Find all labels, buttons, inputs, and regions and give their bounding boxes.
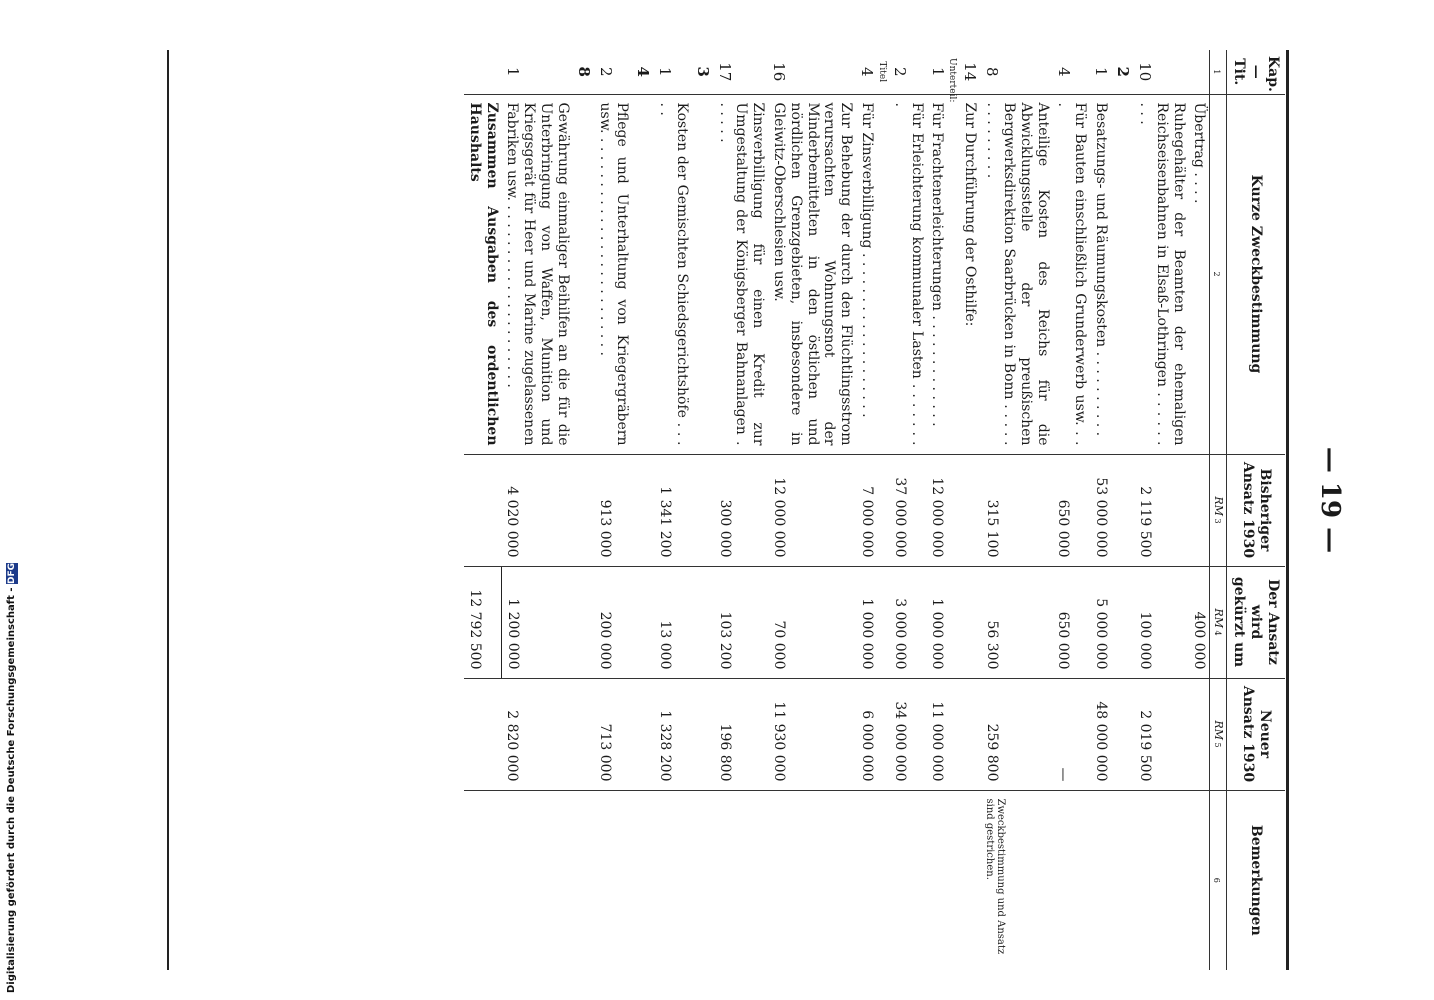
carry-over-row (1189, 50, 1210, 970)
previous-amount-cell: 37 000 000 (889, 454, 927, 566)
previous-amount-cell: 315 100 (981, 454, 1052, 566)
previous-amount-cell: 913 000 (595, 454, 633, 566)
table-row (654, 50, 692, 970)
cut-amount-cell: 70 000 (768, 566, 856, 678)
new-amount-cell: 11 000 000 (927, 678, 960, 790)
remark-cell (1090, 790, 1112, 970)
description-cell: Zinsverbilligung für einen Kredit zur Umgestaltung der Königsberger Bahnanlagen . . . . . . (714, 94, 768, 454)
new-amount-cell: 713 000 (595, 678, 633, 790)
cut-amount-cell: 200 000 (595, 566, 633, 678)
table-row (981, 50, 1052, 970)
previous-amount-cell (632, 454, 654, 566)
description-cell: Für Zinsverbilligung . . . . . . . . . . . . . . . . . . . (856, 94, 889, 454)
cut-amount-cell: 56 300 (981, 566, 1052, 678)
kap-cell (573, 50, 595, 94)
previous-amount-cell (692, 454, 714, 566)
kap-number: 4 (858, 66, 877, 77)
table-row (714, 50, 768, 970)
kap-number: 10 (1136, 62, 1155, 82)
col-number: 2 (1210, 94, 1226, 454)
carry-over-label: Übertrag . . . . (1189, 94, 1210, 454)
column-number-row (1210, 50, 1226, 970)
remark-cell (692, 790, 714, 970)
previous-amount-cell: 4 020 000 (502, 454, 573, 566)
description-cell: Besatzungs- und Räumungskosten . . . . . . . . . . (1090, 94, 1112, 454)
kap-cell (632, 50, 654, 94)
kap-number: 14 (961, 62, 980, 82)
kap-cell (1189, 50, 1210, 94)
kap-number: 1 (928, 66, 947, 77)
col-number (1210, 566, 1226, 678)
kap-number: 4 (1054, 66, 1073, 77)
kap-number: 1 (1092, 66, 1111, 77)
new-amount-cell (464, 678, 502, 790)
top-rule (1286, 50, 1289, 970)
table-row (856, 50, 889, 970)
new-amount-cell (692, 678, 714, 790)
kap-cell (1053, 50, 1091, 94)
remark-cell (1112, 790, 1134, 970)
new-amount-cell: 34 000 000 (889, 678, 927, 790)
table-row (927, 50, 960, 970)
remark-cell (1189, 790, 1210, 970)
kap-cell (959, 50, 981, 94)
previous-amount-cell (464, 454, 502, 566)
kap-cell (714, 50, 768, 94)
description-cell (692, 94, 714, 454)
description-cell: Pflege und Unterhaltung von Kriegergräbern usw. . . . . . . . . . . . . . . . . . . . . . . . . . (595, 94, 633, 454)
previous-amount-cell: 53 000 000 (1090, 454, 1112, 566)
bottom-rule (167, 50, 169, 970)
col-number-value: 4 (1212, 630, 1222, 636)
col-number (1210, 678, 1226, 790)
new-amount-cell (573, 678, 595, 790)
col-number (1210, 454, 1226, 566)
new-amount-cell: 1 328 200 (654, 678, 692, 790)
cut-amount-cell: 3 000 000 (889, 566, 927, 678)
new-amount-cell (632, 678, 654, 790)
kap-number: 8 (983, 66, 1002, 77)
budget-table (464, 50, 1285, 970)
col-number-value: 3 (1212, 518, 1222, 524)
remark-cell (573, 790, 595, 970)
remark-cell (595, 790, 633, 970)
new-amount-cell: — (1053, 678, 1091, 790)
kap-cell (692, 50, 714, 94)
cut-amount-cell: 650 000 (1053, 566, 1091, 678)
subsection-label: Unterteil: (947, 58, 958, 103)
kap-number: 17 (715, 62, 734, 82)
kap-cell (981, 50, 1052, 94)
kap-cell (856, 50, 889, 94)
kap-number: 4 (634, 66, 653, 77)
funding-sidenote (6, 562, 20, 993)
cut-amount-cell (1112, 566, 1134, 678)
new-amount-cell: 259 800 (981, 678, 1052, 790)
tit-header-text: Tit. (1231, 58, 1248, 86)
remark-cell (768, 790, 856, 970)
remarks-header: Bemerkungen (1226, 790, 1285, 970)
col-number: 6 (1210, 790, 1226, 970)
previous-amount-cell (1112, 454, 1134, 566)
cut-amount-cell: 1 000 000 (927, 566, 960, 678)
table-row (889, 50, 927, 970)
prev-header: Bisheriger Ansatz 1930 (1226, 454, 1285, 566)
cut-amount-cell: 1 200 000 (502, 566, 573, 678)
previous-amount-cell: 12 000 000 (768, 454, 856, 566)
kap-cell (464, 50, 502, 94)
table-row (502, 50, 573, 970)
unit-label: RM (1211, 496, 1225, 516)
previous-amount-cell: 650 000 (1053, 454, 1091, 566)
kap-header: Kap. — Tit. (1226, 50, 1285, 94)
total-cut: 12 792 500 (464, 566, 502, 678)
kap-number: 8 (574, 66, 593, 77)
col-number: 1 (1210, 50, 1226, 94)
remark-cell (1053, 790, 1091, 970)
funding-text: Digitalisierung gefördert durch die Deutsche Forschungsgemeinschaft - (6, 587, 17, 993)
table-row (692, 50, 714, 970)
table-row (1112, 50, 1134, 970)
previous-amount-cell (959, 454, 981, 566)
dfg-logo: DFG (7, 562, 17, 584)
new-amount-cell: 196 800 (714, 678, 768, 790)
remark-cell (959, 790, 981, 970)
description-cell: Anteilige Kosten des Reichs für die Abwicklungsstelle der preußischen Bergwerksdirektion Saarbrücken in Bonn . . . . . . . . . . . . . . (981, 94, 1052, 454)
remark-cell (889, 790, 927, 970)
new-amount-cell (959, 678, 981, 790)
previous-amount-cell (573, 454, 595, 566)
subsection-label: Titel (877, 61, 888, 83)
new-amount-cell: 11 930 000 (768, 678, 856, 790)
remark-cell (1134, 790, 1188, 970)
remark-cell (927, 790, 960, 970)
kap-number: 16 (770, 62, 789, 82)
kap-cell (927, 50, 960, 103)
remark-cell (714, 790, 768, 970)
carry-over-cut: 400 000 (1189, 566, 1210, 678)
cut-header: Der Ansatz wird gekürzt um (1226, 566, 1285, 678)
new-amount-cell: 6 000 000 (856, 678, 889, 790)
table-row (632, 50, 654, 970)
kap-number: 3 (693, 66, 712, 77)
previous-amount-cell: 7 000 000 (856, 454, 889, 566)
kap-number: 2 (596, 66, 615, 77)
table-row (959, 50, 981, 970)
remark-cell (464, 790, 502, 970)
description-cell (573, 94, 595, 454)
table-row (1090, 50, 1112, 970)
table-row (768, 50, 856, 970)
purpose-header: Kurze Zweckbestimmung (1226, 94, 1285, 454)
kap-number: 1 (503, 66, 522, 77)
unit-label: RM (1211, 720, 1225, 740)
remark-cell: Zweckbestimmung und Ansatz sind gestrichen. (981, 790, 1052, 970)
description-cell: Ruhegehälter der Beamten der ehemaligen Reichseisenbahnen in Elsaß-Lothringen . . . . . . . . . (1134, 94, 1188, 454)
table-row (1134, 50, 1188, 970)
kap-number: 1 (656, 66, 675, 77)
remark-cell (502, 790, 573, 970)
description-cell: Für Frachtenerleichterungen . . . . . . . . . . . . . (927, 94, 960, 454)
cut-amount-cell (959, 566, 981, 678)
kap-cell (1134, 50, 1188, 94)
previous-amount-cell: 12 000 000 (927, 454, 960, 566)
table-row (595, 50, 633, 970)
rotated-document (85, 30, 1345, 970)
description-cell: Zur Durchführung der Osthilfe: (959, 94, 981, 454)
new-header: Neuer Ansatz 1930 (1226, 678, 1285, 790)
table-body (464, 50, 1210, 970)
description-cell: Zur Behebung der durch den Flüchtlingsstrom verursachten Wohnungsnot der Minderbemittelten in den östlichen und nördlichen Grenzgebieten, insbesondere in Gleiwitz-Oberschlesien usw. (768, 94, 856, 454)
remark-cell (856, 790, 889, 970)
cut-amount-cell: 100 000 (1134, 566, 1188, 678)
cut-amount-cell (692, 566, 714, 678)
cut-amount-cell (573, 566, 595, 678)
table-row (573, 50, 595, 970)
cut-amount-cell: 5 000 000 (1090, 566, 1112, 678)
new-amount-cell: 2 820 000 (502, 678, 573, 790)
kap-cell (768, 50, 856, 94)
cut-amount-cell: 103 200 (714, 566, 768, 678)
kap-cell (654, 50, 692, 94)
remark-cell (632, 790, 654, 970)
kap-cell (595, 50, 633, 94)
new-cell (1189, 678, 1210, 790)
description-cell (1112, 94, 1134, 454)
col-number-value: 5 (1212, 742, 1222, 748)
previous-amount-cell: 1 341 200 (654, 454, 692, 566)
description-cell: Gewährung einmaliger Beihilfen an die für die Unterbringung von Waffen, Munition und Kriegsgerät für Heer und Marine zugelassenen Fabriken usw. . . . . . . . . . . . . . . . . . . . . . (502, 94, 573, 454)
kap-cell (1090, 50, 1112, 94)
description-cell: Kosten der Gemischten Schiedsgerichtshöfe . . . . . (654, 94, 692, 454)
kap-number: 2 (891, 66, 910, 77)
description-cell: Für Erleichterung kommunaler Lasten . . . . . . . . (889, 94, 927, 454)
new-amount-cell: 48 000 000 (1090, 678, 1112, 790)
cut-amount-cell: 1 000 000 (856, 566, 889, 678)
kap-number: 2 (1114, 66, 1133, 77)
remark-cell (654, 790, 692, 970)
previous-amount-cell: 2 119 500 (1134, 454, 1188, 566)
total-row (464, 50, 502, 970)
new-amount-cell (1112, 678, 1134, 790)
kap-cell (889, 50, 927, 94)
page-number: — 19 — (1315, 446, 1345, 554)
table-row (1053, 50, 1091, 970)
previous-amount-cell: 300 000 (714, 454, 768, 566)
kap-header-text: Kap. (1265, 56, 1281, 92)
description-cell: Für Bauten einschließlich Grunderwerb usw. . . . (1053, 94, 1091, 454)
cut-amount-cell: 13 000 (654, 566, 692, 678)
total-label: Zusammen Ausgaben des ordentlichen Haushalts (464, 94, 502, 454)
description-cell (632, 94, 654, 454)
kap-cell (502, 50, 573, 94)
kap-cell (1112, 50, 1134, 94)
cut-amount-cell (632, 566, 654, 678)
prev-cell (1189, 454, 1210, 566)
new-amount-cell: 2 019 500 (1134, 678, 1188, 790)
unit-label: RM (1211, 608, 1225, 628)
header-row (1226, 50, 1285, 970)
